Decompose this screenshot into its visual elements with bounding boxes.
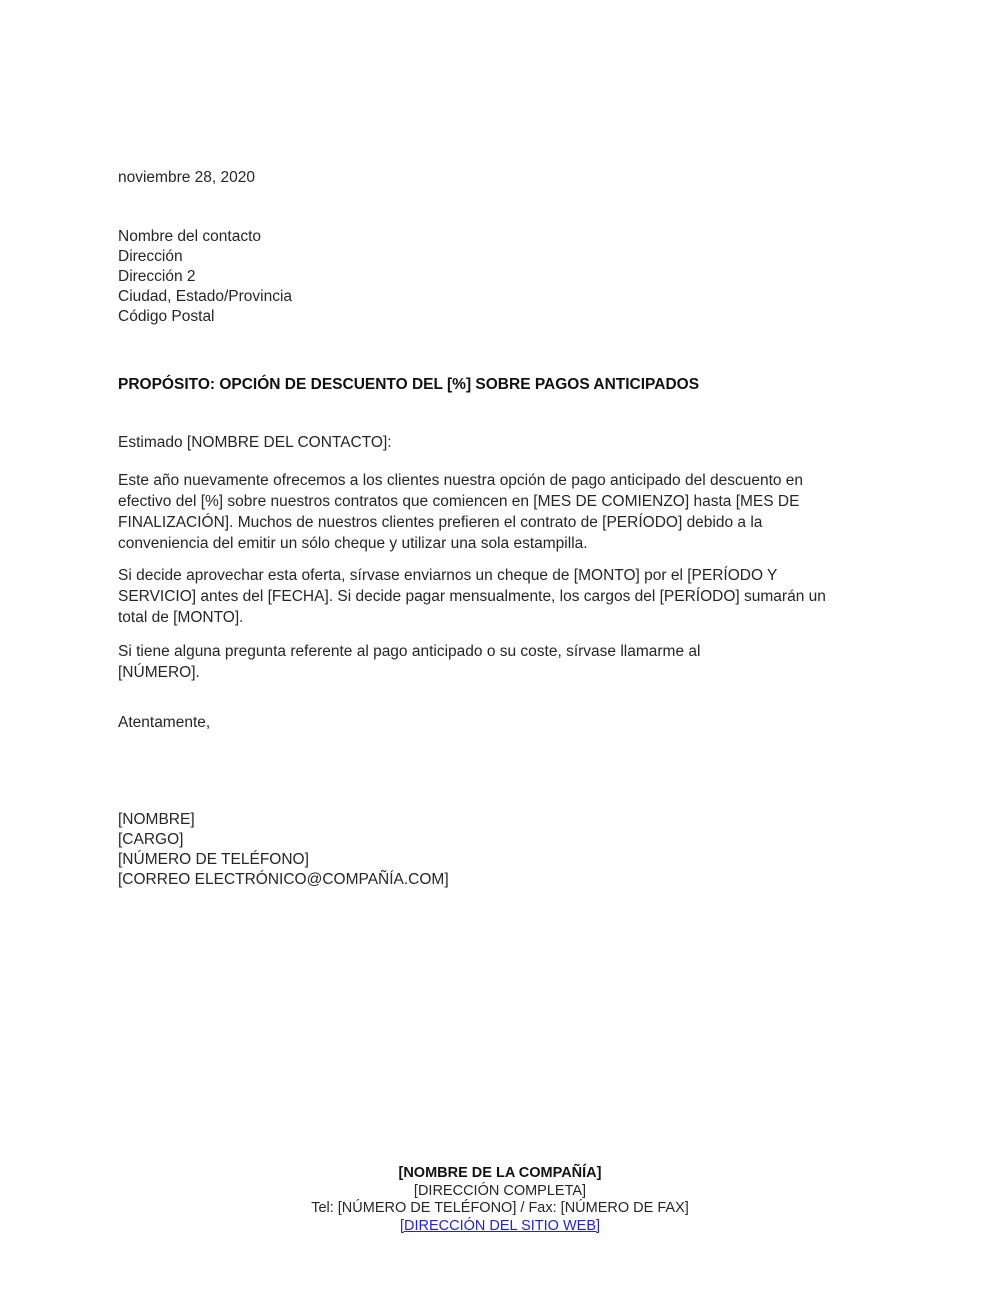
recipient-address-line-2: Dirección 2	[118, 268, 196, 285]
subject-line: PROPÓSITO: OPCIÓN DE DESCUENTO DEL [%] SOBRE PAGOS ANTICIPADOS	[118, 376, 700, 393]
paragraph-line: SERVICIO] antes del [FECHA]. Si decide pagar mensualmente, los cargos del [PERÍODO] sumarán un	[118, 588, 826, 605]
company-footer	[0, 1165, 1000, 1235]
paragraph-line: efectivo del [%] sobre nuestros contratos que comiencen en [MES DE COMIENZO] hasta [MES DE	[118, 493, 800, 510]
signature-phone: [NÚMERO DE TELÉFONO]	[118, 851, 309, 868]
signature-name: [NOMBRE]	[118, 811, 195, 828]
footer-phone-fax: Tel: [NÚMERO DE TELÉFONO] / Fax: [NÚMERO DE FAX]	[311, 1200, 689, 1216]
recipient-name: Nombre del contacto	[118, 228, 262, 245]
footer-address: [DIRECCIÓN COMPLETA]	[413, 1182, 587, 1199]
closing-salutation: Atentamente,	[118, 714, 211, 731]
paragraph-line: FINALIZACIÓN]. Muchos de nuestros clientes prefieren el contrato de [PERÍODO] debido a la	[118, 514, 763, 531]
paragraph-line: Si tiene alguna pregunta referente al pago anticipado o su coste, sírvase llamarme al	[118, 643, 701, 660]
recipient-address-line-1: Dirección	[118, 248, 183, 265]
paragraph-line: Si decide aprovechar esta oferta, sírvase enviarnos un cheque de [MONTO] por el [PERÍODO Y	[118, 567, 778, 584]
paragraph-line: Este año nuevamente ofrecemos a los clientes nuestra opción de pago anticipado del descuento en	[118, 472, 804, 489]
signature-email: [CORREO ELECTRÓNICO@COMPAÑÍA.COM]	[118, 871, 449, 888]
footer-company-name: [NOMBRE DE LA COMPAÑÍA]	[398, 1165, 602, 1181]
recipient-address-block	[118, 227, 883, 327]
signature-block	[118, 810, 883, 890]
paragraph-line: [NÚMERO].	[118, 664, 200, 681]
signature-title: [CARGO]	[118, 831, 184, 848]
letter-date: noviembre 28, 2020	[118, 169, 256, 186]
body-paragraph-2	[118, 565, 883, 628]
recipient-city-state: Ciudad, Estado/Provincia	[118, 288, 293, 305]
footer-website-link[interactable]: [DIRECCIÓN DEL SITIO WEB]	[399, 1217, 601, 1234]
body-paragraph-1	[118, 470, 883, 554]
recipient-postal-code: Código Postal	[118, 308, 215, 325]
greeting: Estimado [NOMBRE DEL CONTACTO]:	[118, 434, 392, 451]
body-paragraph-3	[118, 641, 883, 683]
paragraph-line: total de [MONTO].	[118, 609, 244, 626]
paragraph-line: conveniencia del emitir un sólo cheque y utilizar una sola estampilla.	[118, 535, 588, 552]
